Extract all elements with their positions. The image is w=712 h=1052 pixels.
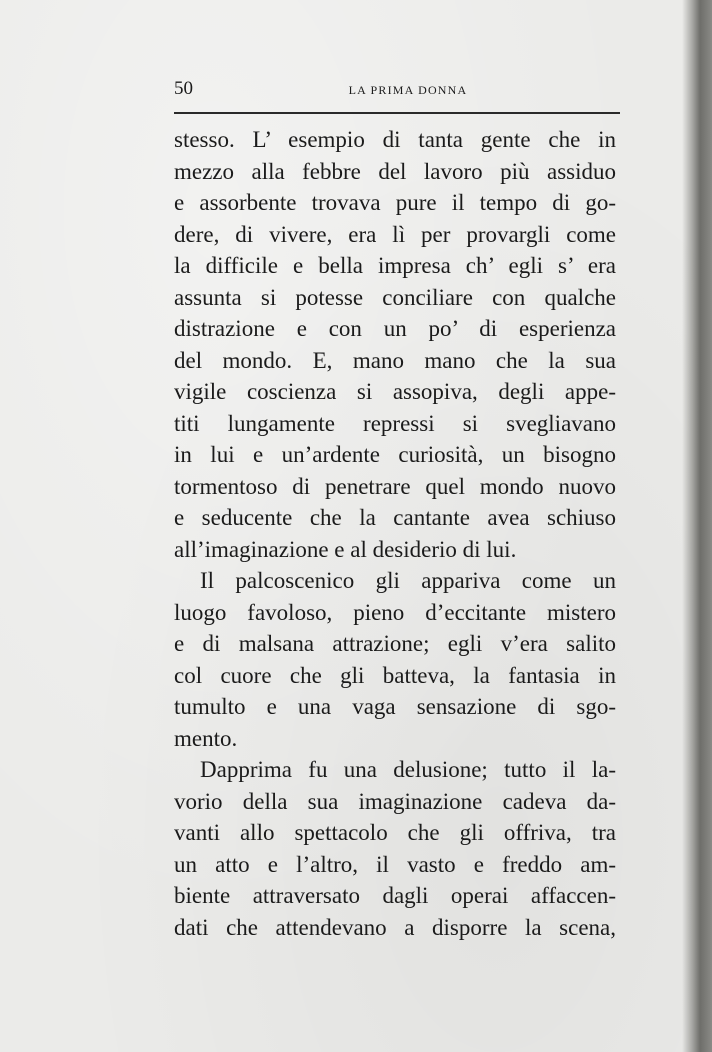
text-line: vorio della sua imaginazione cadeva da- <box>174 788 616 814</box>
text-line: stesso. L’ esempio di tanta gente che in <box>174 127 616 152</box>
text-line: del mondo. E, mano mano che la sua <box>174 347 616 373</box>
running-title: LA PRIMA DONNA <box>348 83 468 97</box>
text-line: all’imaginazione e al desiderio di lui. <box>174 536 517 562</box>
text-line: tormentoso di penetrare quel mondo nuovo <box>174 473 616 499</box>
text-line: biente attraversato dagli operai affaccen- <box>174 883 616 908</box>
text-line: luogo favoloso, pieno d’eccitante mistero <box>174 599 616 625</box>
text-line: e assorbente trovava pure il tempo di go- <box>174 190 616 215</box>
header-rule <box>174 112 620 114</box>
text-line: dati che attendevano a disporre la scena, <box>174 914 616 940</box>
text-line: vigile coscienza si assopiva, degli appe- <box>174 379 616 404</box>
text-line: mezzo alla febbre del lavoro più assiduo <box>174 158 616 184</box>
text-line: un atto e l’altro, il vasto e freddo am- <box>174 851 616 877</box>
text-line: e di malsana attrazione; egli v’era salito <box>174 631 616 656</box>
text-line: mento. <box>174 725 238 751</box>
text-line: in lui e un’ardente curiosità, un bisogno <box>174 442 616 467</box>
text-line: tumulto e una vaga sensazione di sgo- <box>174 694 616 719</box>
text-line: e seducente che la cantante avea schiuso <box>174 505 616 530</box>
text-line: col cuore che gli batteva, la fantasia in <box>174 662 616 688</box>
text-line: vanti allo spettacolo che gli offriva, tra <box>174 820 616 845</box>
page-edge-shadow <box>682 0 712 1052</box>
page-number: 50 <box>174 78 193 99</box>
page-header <box>174 78 616 100</box>
text-line: titi lungamente repressi si svegliavano <box>174 410 616 436</box>
text-line: dere, di vivere, era lì per provargli come <box>174 221 616 247</box>
text-line: la difficile e bella impresa ch’ egli s’ era <box>174 253 616 278</box>
text-line: distrazione e con un po’ di esperienza <box>174 316 616 341</box>
text-line: Dapprima fu una delusione; tutto il la- <box>200 757 616 782</box>
body-text <box>174 124 616 943</box>
text-line: assunta si potesse conciliare con qualche <box>174 284 616 310</box>
text-line: Il palcoscenico gli appariva come un <box>200 568 616 593</box>
